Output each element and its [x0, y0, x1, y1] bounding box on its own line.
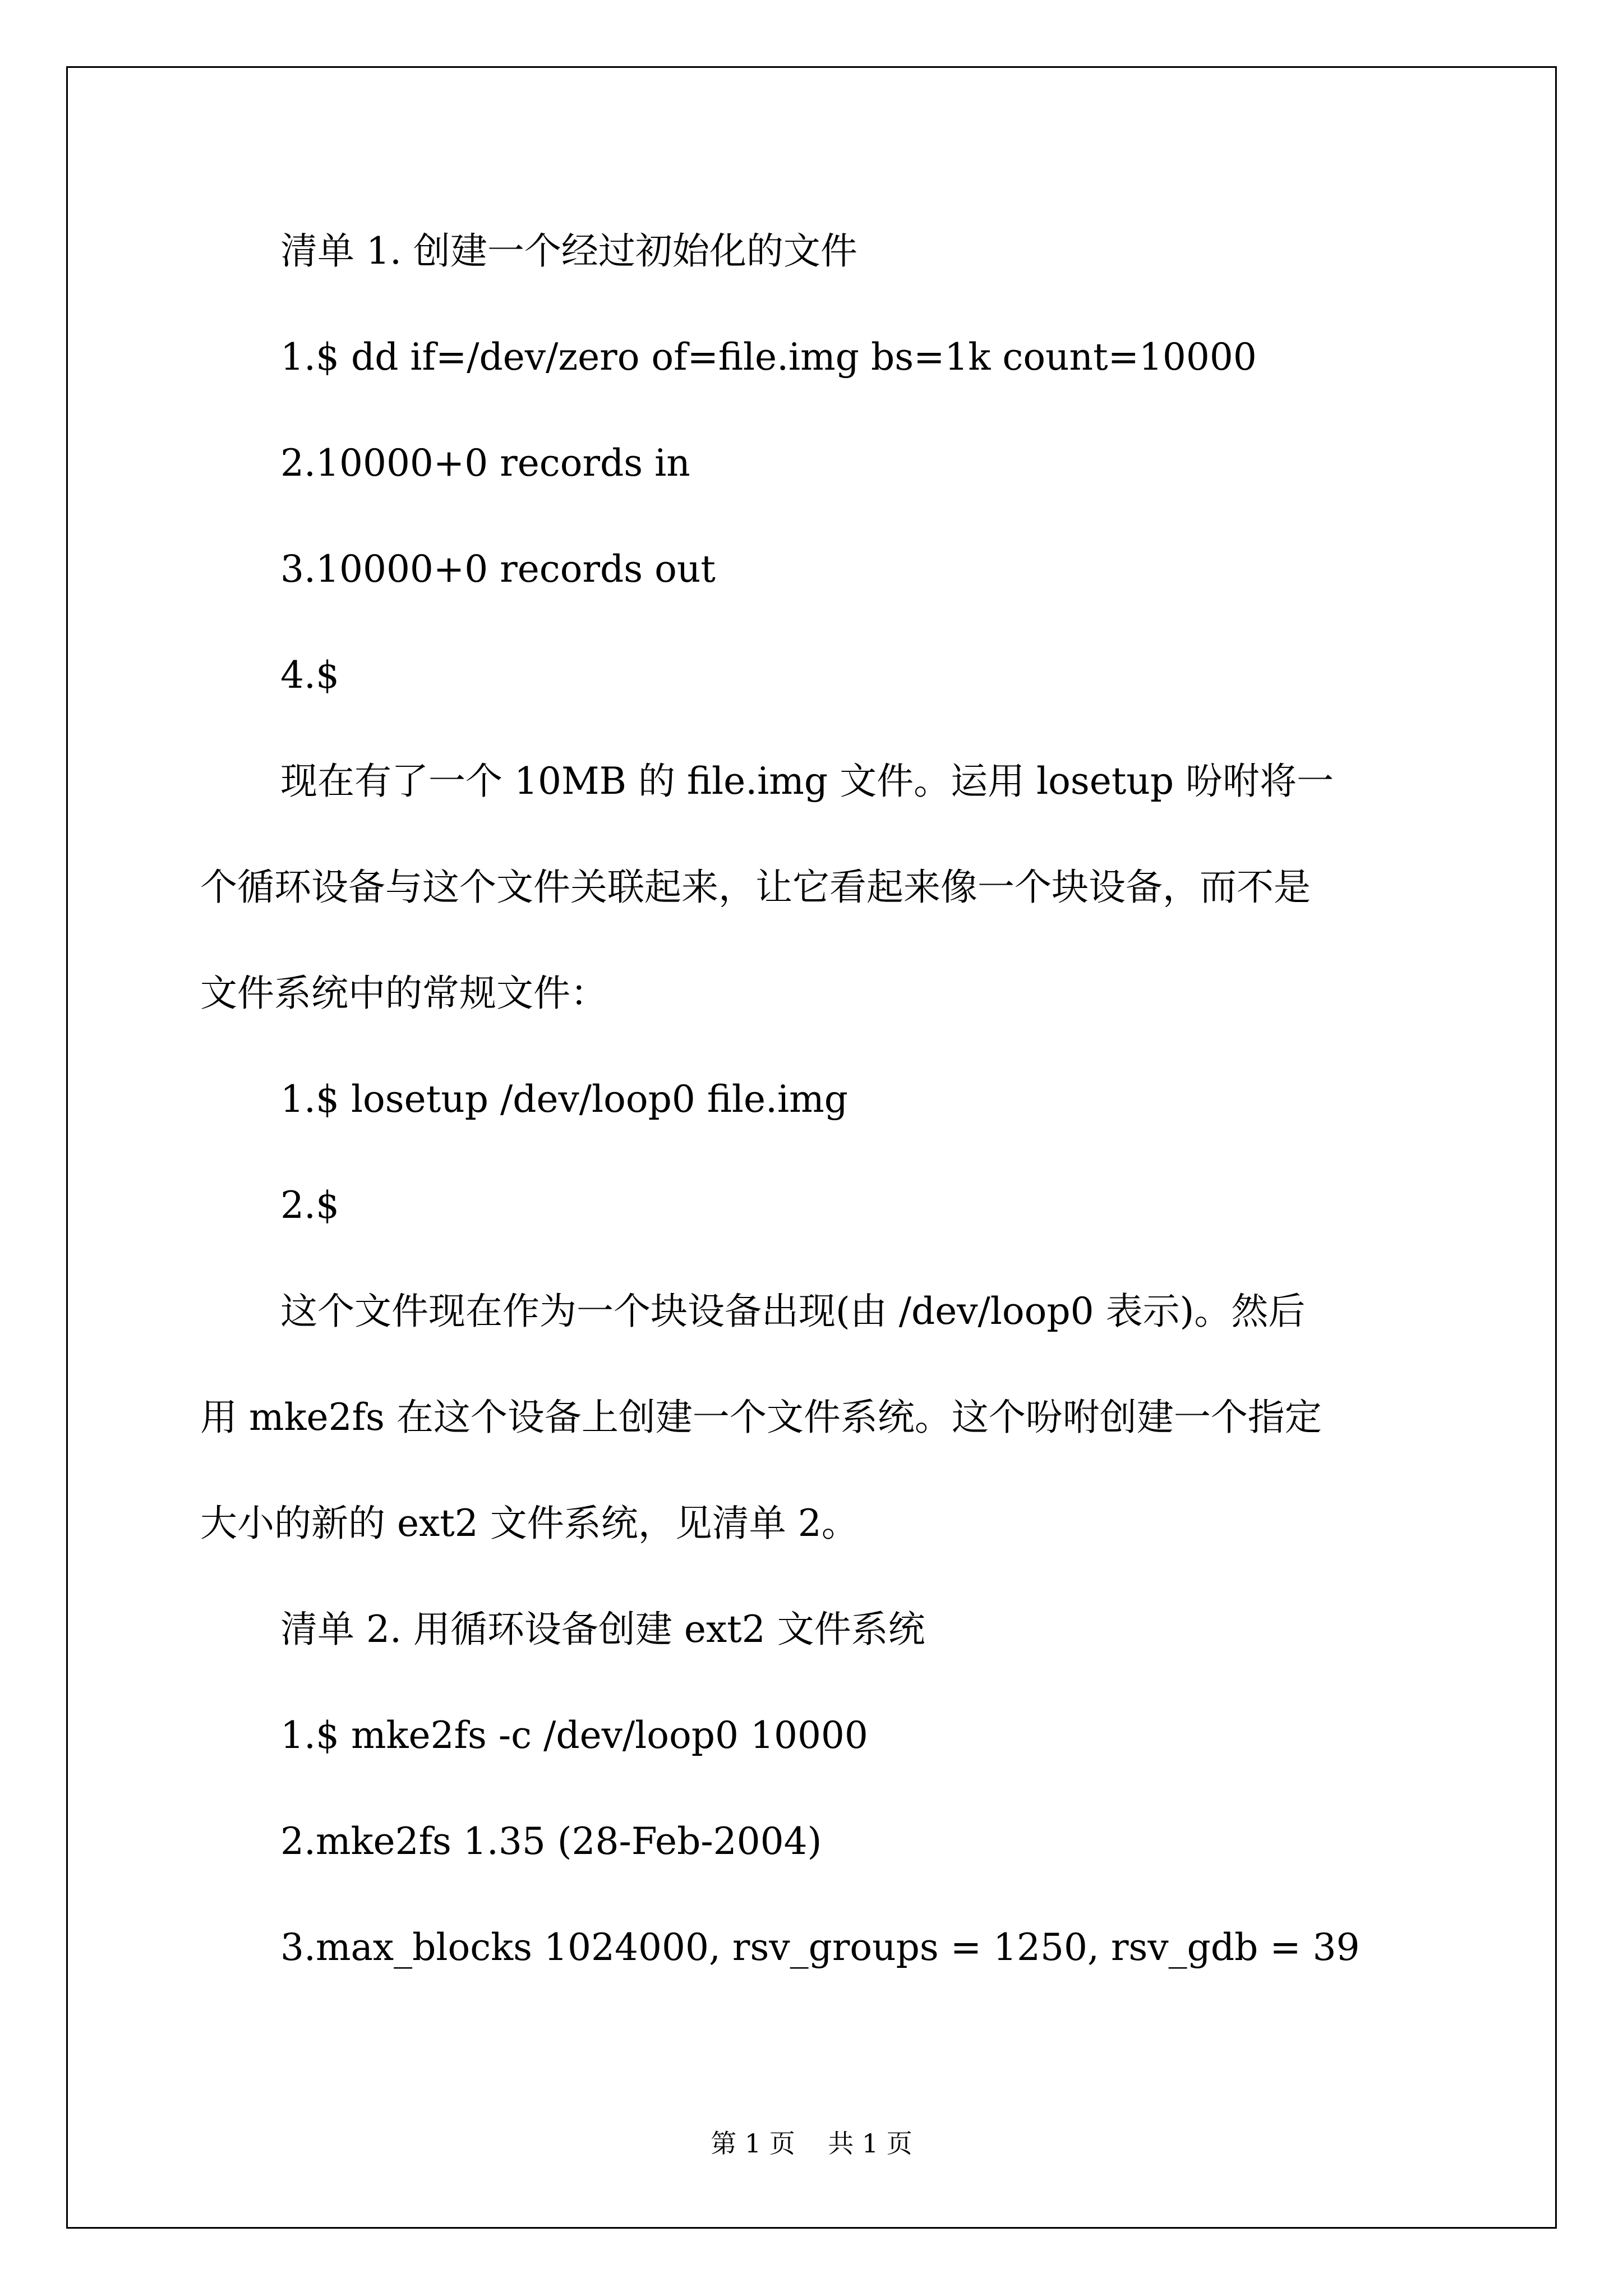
code-line: 4.$	[280, 654, 339, 697]
code-line: 1.$ losetup /dev/loop0 file.img	[280, 1078, 848, 1121]
listing-1-caption: 清单 1. 创建一个经过初始化的文件	[280, 229, 857, 273]
paragraph-line: 个循环设备与这个文件关联起来，让它看起来像一个块设备，而不是	[200, 866, 1311, 909]
code-line: 2.mke2fs 1.35 (28-Feb-2004)	[280, 1820, 822, 1863]
code-line: 2.10000+0 records in	[280, 441, 690, 485]
listing-2-caption: 清单 2. 用循环设备创建 ext2 文件系统	[280, 1608, 925, 1651]
paragraph-line: 这个文件现在作为一个块设备出现(由 /dev/loop0 表示)。然后	[280, 1290, 1306, 1333]
page-number-footer: 第 1 页 共 1 页	[711, 2128, 912, 2159]
paragraph-line: 文件系统中的常规文件：	[200, 972, 607, 1015]
paragraph-line: 大小的新的 ext2 文件系统，见清单 2。	[200, 1502, 859, 1545]
page-border	[66, 66, 1557, 2229]
code-line: 3.10000+0 records out	[280, 547, 716, 591]
code-line: 1.$ dd if=/dev/zero of=file.img bs=1k count=10000	[280, 335, 1257, 379]
code-line: 1.$ mke2fs -c /dev/loop0 10000	[280, 1714, 868, 1757]
code-line: 3.max_blocks 1024000, rsv_groups = 1250, rsv_gdb = 39	[280, 1926, 1360, 1969]
paragraph-line: 现在有了一个 10MB 的 file.img 文件。运用 losetup 吩咐将一	[280, 760, 1334, 803]
paragraph-line: 用 mke2fs 在这个设备上创建一个文件系统。这个吩咐创建一个指定	[200, 1396, 1322, 1439]
code-line: 2.$	[280, 1184, 339, 1227]
